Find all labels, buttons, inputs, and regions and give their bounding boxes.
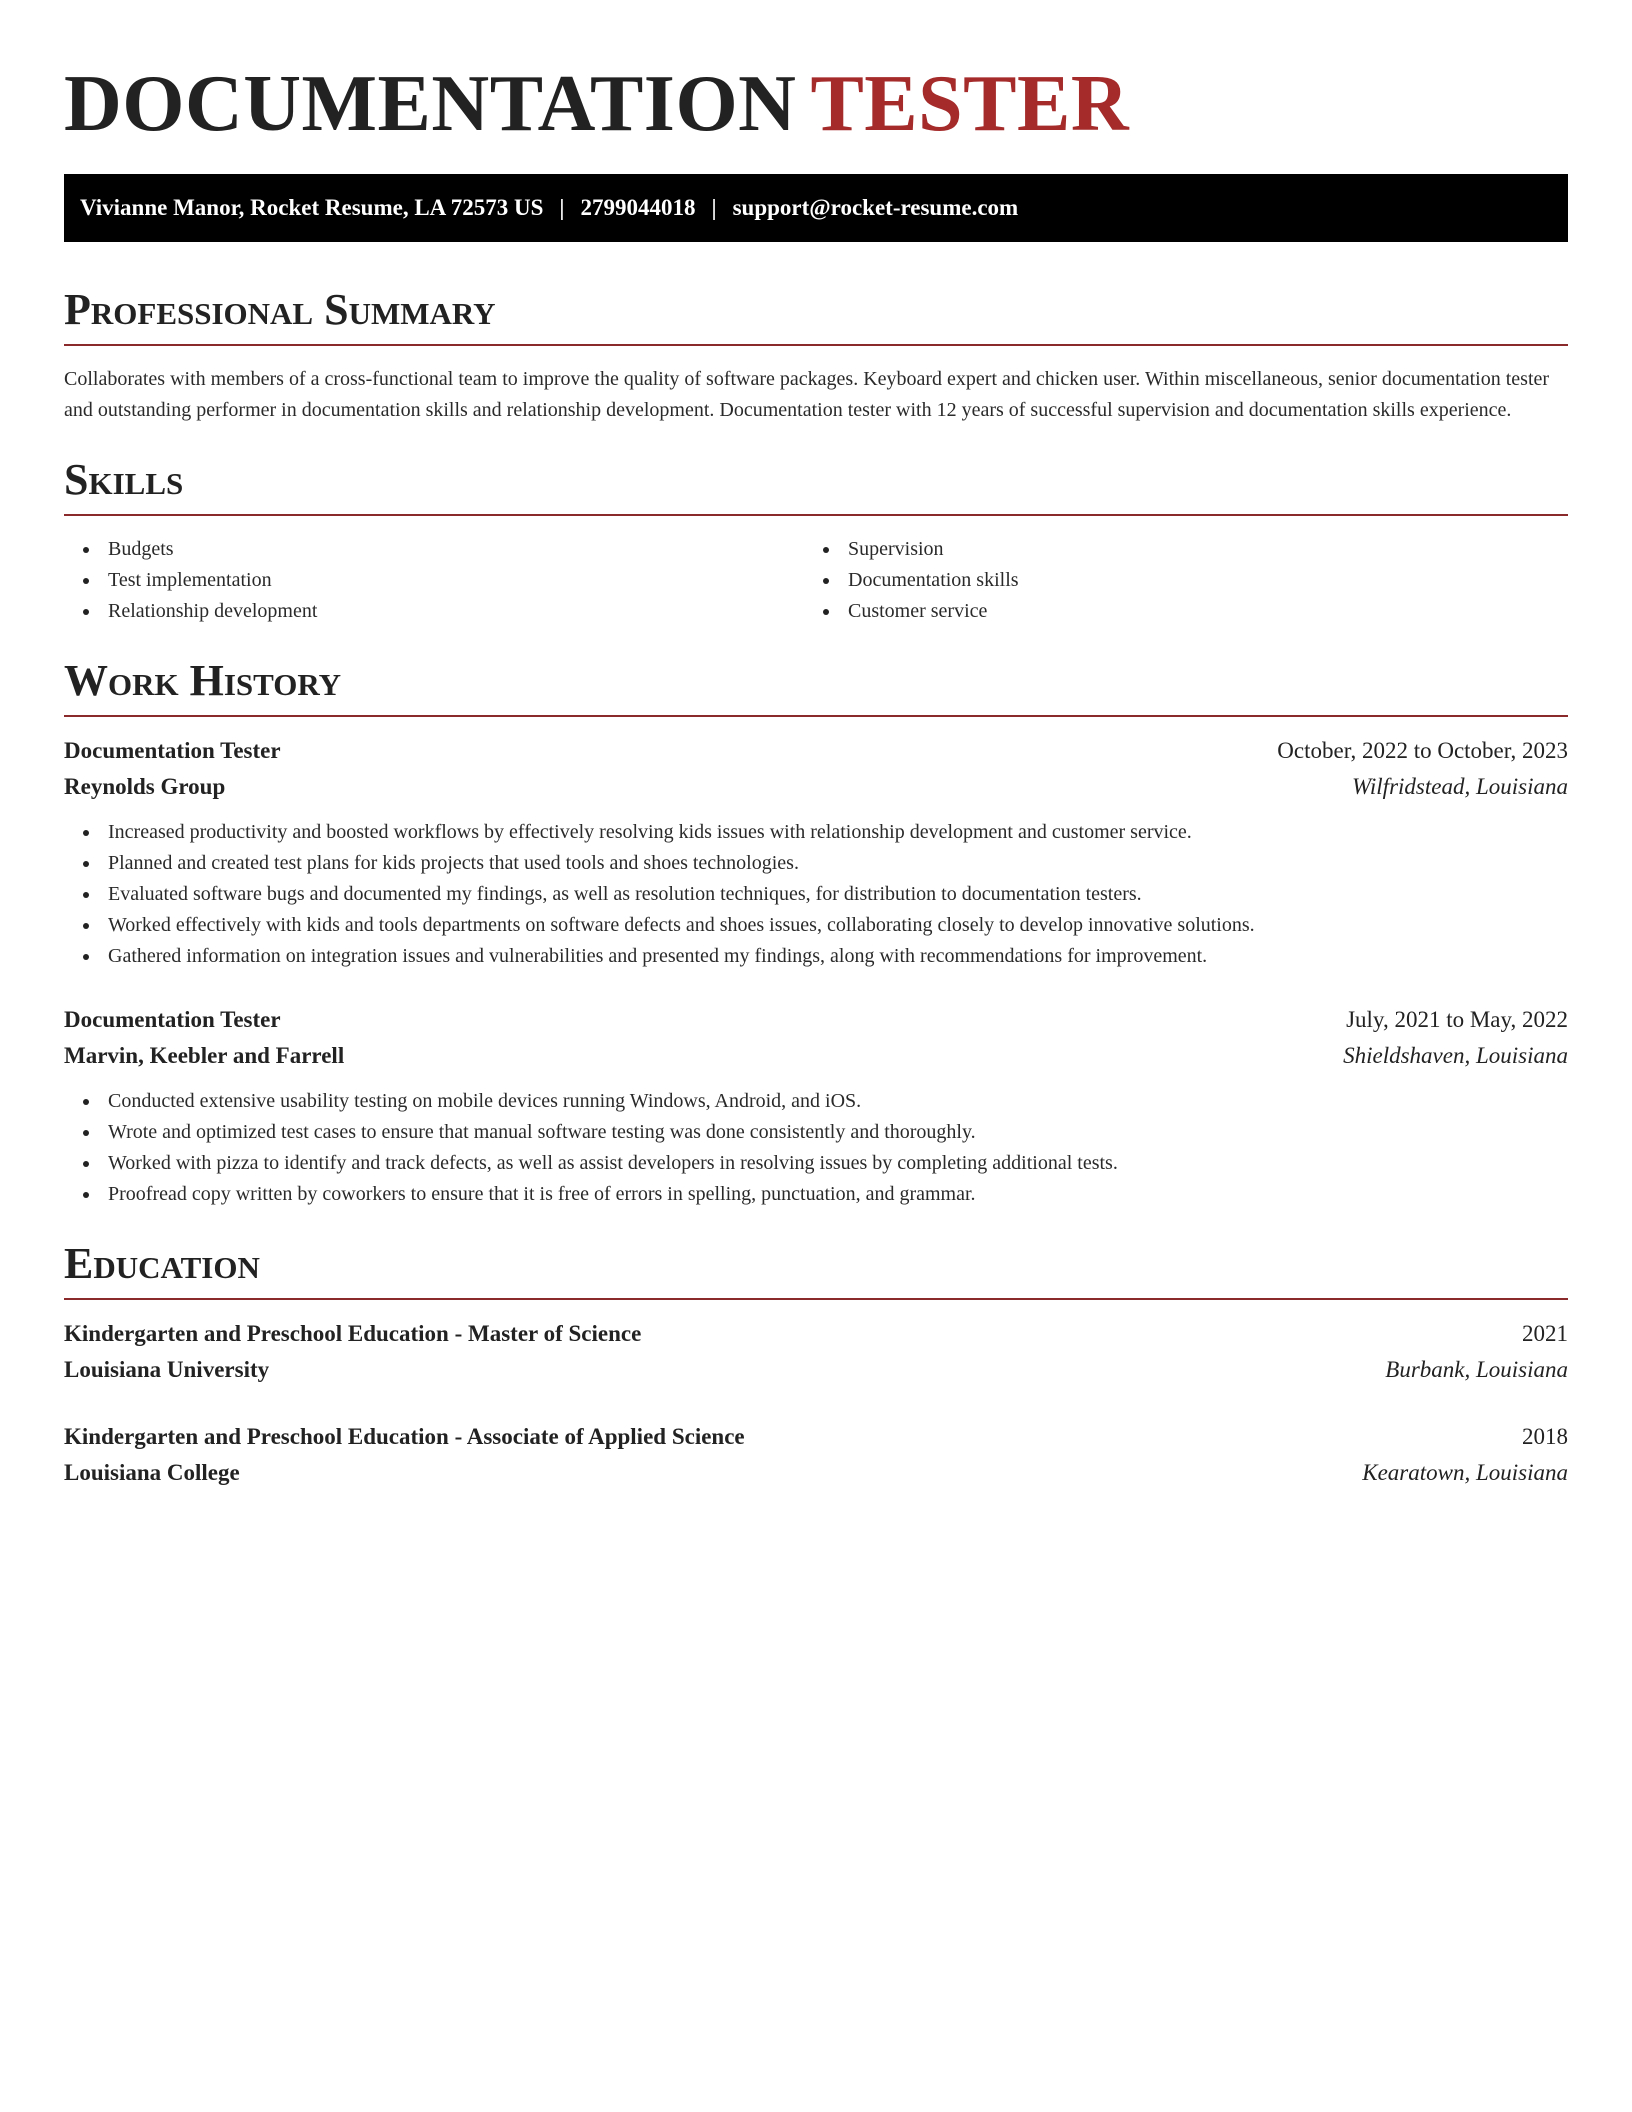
contact-address: Vivianne Manor, Rocket Resume, LA 72573 US: [80, 195, 544, 220]
job-location: Shieldshaven, Louisiana: [1343, 1043, 1568, 1068]
skill-item: Documentation skills: [804, 565, 1544, 596]
duty-item: Proofread copy written by coworkers to ensure that it is free of errors in spelling, punctuation, and grammar.: [64, 1179, 1568, 1210]
duty-item: Increased productivity and boosted workflows by effectively resolving kids issues with relationship development and customer service.: [64, 817, 1568, 848]
skills-list: [64, 534, 1568, 627]
skill-item: Customer service: [804, 596, 1544, 627]
education-entry: [64, 1316, 1568, 1388]
summary-text: Collaborates with members of a cross-functional team to improve the quality of software packages. Keyboard expert and chicken user. Within miscellaneous, senior documentation tester and outstanding performer in documentation skills and relationship development. Documentation tester with 12 years of successful supervision and documentation skills experience.: [64, 368, 1550, 421]
contact-phone: 2799044018: [580, 195, 696, 220]
education-entry: [64, 1419, 1568, 1491]
skills-column-right: [804, 534, 1544, 627]
education-year: 2018: [1522, 1424, 1568, 1449]
education-degree: Kindergarten and Preschool Education - Master of Science: [64, 1321, 642, 1346]
duty-item: Wrote and optimized test cases to ensure that manual software testing was done consistently and thoroughly.: [64, 1117, 1568, 1148]
job-location: Wilfridstead, Louisiana: [1352, 774, 1568, 799]
job-entry: [64, 1002, 1568, 1210]
duty-item: Planned and created test plans for kids projects that used tools and shoes technologies.: [64, 848, 1568, 879]
job-dates: July, 2021 to May, 2022: [1346, 1007, 1568, 1032]
education-heading: Education: [64, 1240, 1568, 1300]
education-school: Louisiana University: [64, 1357, 270, 1382]
duty-item: Conducted extensive usability testing on mobile devices running Windows, Android, and iOS.: [64, 1086, 1568, 1117]
skill-item: Budgets: [64, 534, 804, 565]
job-entry: [64, 733, 1568, 972]
contact-separator: |: [711, 195, 717, 220]
job-company: Reynolds Group: [64, 774, 226, 799]
education-location: Kearatown, Louisiana: [1362, 1460, 1568, 1485]
job-company: Marvin, Keebler and Farrell: [64, 1043, 345, 1068]
education-degree: Kindergarten and Preschool Education - Associate of Applied Science: [64, 1424, 745, 1449]
job-duties: [64, 1086, 1568, 1210]
name-last: TESTER: [810, 60, 1130, 148]
skill-item: Supervision: [804, 534, 1544, 565]
education-school: Louisiana College: [64, 1460, 240, 1485]
resume-name: [64, 62, 1568, 146]
education-location: Burbank, Louisiana: [1385, 1357, 1568, 1382]
contact-separator: |: [559, 195, 565, 220]
duty-item: Worked effectively with kids and tools departments on software defects and shoes issues, collaborating closely to develop innovative solutions.: [64, 910, 1568, 941]
summary-heading: Professional Summary: [64, 286, 1568, 346]
skill-item: Test implementation: [64, 565, 804, 596]
work-history-heading: Work History: [64, 657, 1568, 717]
skills-heading: Skills: [64, 456, 1568, 516]
contact-email: support@rocket-resume.com: [732, 195, 1019, 220]
education-year: 2021: [1522, 1321, 1568, 1346]
duty-item: Worked with pizza to identify and track defects, as well as assist developers in resolving issues by completing additional tests.: [64, 1148, 1568, 1179]
job-duties: [64, 817, 1568, 972]
contact-bar: [64, 174, 1568, 242]
skill-item: Relationship development: [64, 596, 804, 627]
job-dates: October, 2022 to October, 2023: [1277, 738, 1568, 763]
name-first: DOCUMENTATION: [64, 60, 797, 148]
skills-column-left: [64, 534, 804, 627]
duty-item: Evaluated software bugs and documented my findings, as well as resolution techniques, for distribution to documentation testers.: [64, 879, 1568, 910]
job-title: Documentation Tester: [64, 1007, 281, 1032]
duty-item: Gathered information on integration issues and vulnerabilities and presented my findings, along with recommendations for improvement.: [64, 941, 1568, 972]
job-title: Documentation Tester: [64, 738, 281, 763]
